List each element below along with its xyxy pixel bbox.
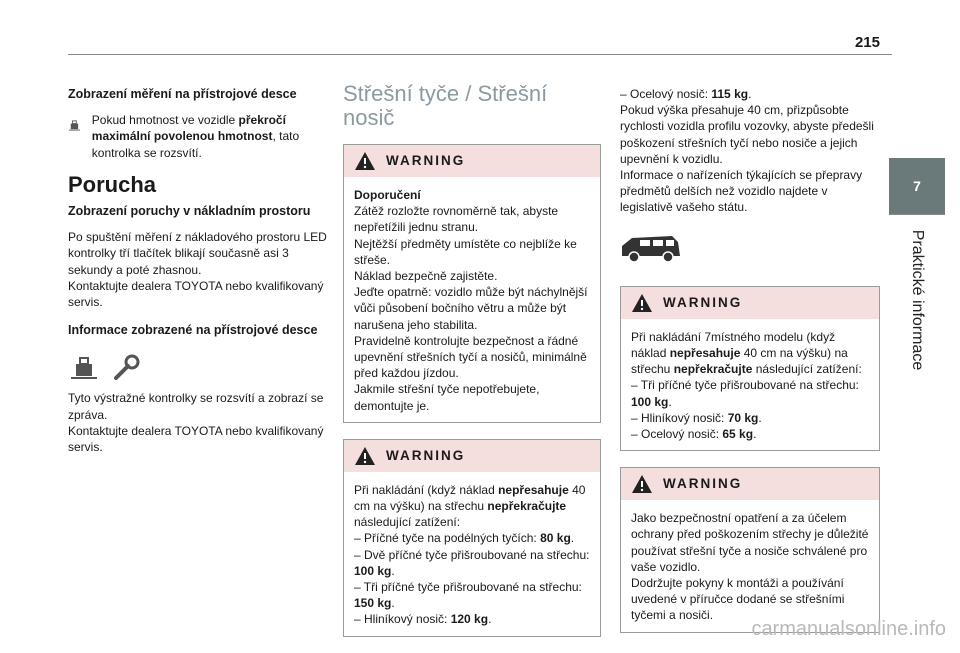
page-number: 215 xyxy=(854,34,880,51)
weight-icon xyxy=(68,354,100,380)
chapter-divider xyxy=(889,214,945,215)
list-item: – Dvě příčné tyče přišroubované na střechu: 100 kg. xyxy=(354,547,590,578)
warning-text: Jako bezpečnostní opatření a za účelem ochrany před poškozením střechy je důležité používat střešní tyče a nosiče schválené pro vaše vozidlo. Dodržujte pokyny k montáži a používání uvedené v příručce dodané se střešními tyčemi a nosiči. xyxy=(631,511,869,623)
heading-dashboard-measure: Zobrazení měření na přístrojové desce xyxy=(68,87,297,101)
text: Při nakládání (když náklad xyxy=(354,482,499,497)
warning-lead: Doporučení xyxy=(354,188,421,202)
steel-carrier-line: – Ocelový nosič: 115 kg. xyxy=(620,87,752,101)
warning-header xyxy=(621,287,879,319)
warning-icons xyxy=(68,354,330,380)
warning-triangle-icon xyxy=(354,151,376,171)
column-3 xyxy=(620,86,880,649)
section-title: Střešní tyče / Střešní nosič xyxy=(343,81,548,130)
column-1 xyxy=(68,86,330,455)
cargo-fault-text: Po spuštění měření z nákladového prostoru LED kontrolky tří tlačítek blikají současně asi 3 sekundy a poté zhasnou. Kontaktujte dealera TOYOTA nebo kvalifikovaný servis. xyxy=(68,230,327,310)
warning-header xyxy=(344,145,600,177)
warning-box-4 xyxy=(620,467,880,632)
warning-box-1 xyxy=(343,144,601,423)
overload-text-bold: překročí maximální povolenou hmotnost xyxy=(91,113,286,144)
list-item: – Hliníkový nosič: 70 kg. xyxy=(631,410,762,425)
list-item: – Tři příčné tyče přišroubované na střechu: 150 kg. xyxy=(354,580,582,611)
warning-text: Zátěž rozložte rovnoměrně tak, abyste nepřetížili jednu stranu. Nejtěžší předměty umístěte co nejblíže ke střeše. Náklad bezpečně zajistěte. Jeďte opatrně: vozidlo může být náchylnější vůči působení bočního větru a může být narušena jeho stabilita. Pravidelně kontrolujte bezpečnost a řádné upevnění střešních tyčí a nosičů, minimálně před každou jízdou. Jakmile střešní tyče nepotřebujete, demontujte je. xyxy=(354,204,588,413)
warning-body xyxy=(621,500,879,631)
warning-title: WARNING xyxy=(386,447,466,463)
warning-body xyxy=(344,472,600,636)
warning-triangle-icon xyxy=(631,293,653,313)
car-silhouette-icon xyxy=(620,232,682,264)
overload-text-2: , tato kontrolka se rozsvítí. xyxy=(91,129,300,160)
list-item: – Ocelový nosič: 65 kg. xyxy=(631,427,757,442)
warning-title: WARNING xyxy=(386,152,466,168)
text-bold: nepřesahuje xyxy=(498,482,569,497)
text: následující zatížení: xyxy=(354,515,461,530)
overload-text-1: Pokud hmotnost ve vozidle xyxy=(91,113,239,128)
heading-fault: Porucha xyxy=(68,171,157,197)
warning-title: WARNING xyxy=(663,476,743,492)
chapter-label: Praktické informace xyxy=(909,229,926,371)
warning-title: WARNING xyxy=(663,294,743,310)
heading-cargo-fault: Zobrazení poruchy v nákladním prostoru xyxy=(68,204,311,219)
warning-box-2 xyxy=(343,439,601,637)
wrench-icon xyxy=(110,354,142,380)
list-item: – Tři příčné tyče přišroubované na střechu: 100 kg. xyxy=(631,378,859,409)
heading-dashboard-info: Informace zobrazené na přístrojové desce xyxy=(68,323,318,338)
column-2 xyxy=(343,82,601,653)
dashboard-info-text: Tyto výstražné kontrolky se rozsvítí a zobrazí se zpráva. Kontaktujte dealera TOYOTA nebo kvalifikovaný servis. xyxy=(68,391,324,455)
text: 40 cm na výšku) na střechu xyxy=(354,482,586,514)
warning-header xyxy=(344,440,600,472)
header-divider xyxy=(68,54,892,55)
warning-body xyxy=(344,177,600,422)
watermark: carmanualsonline.info xyxy=(751,618,946,640)
chapter-tab[interactable]: 7 xyxy=(889,158,945,214)
text-bold: nepřekračujte xyxy=(487,499,567,514)
warning-triangle-icon xyxy=(631,474,653,494)
warning-body: Při nakládání 7místného modelu (když náklad nepřesahuje 40 cm na výšku) na střechu nepřekračujte následující zatížení: – Tři příčné tyče přišroubované na střechu: 100 kg. – Hliníkový nosič: 70 kg. – Ocelový nosič: 65 kg. xyxy=(621,319,879,450)
warning-header xyxy=(621,468,879,500)
warning-box-3 xyxy=(620,286,880,451)
height-info-text: Pokud výška přesahuje 40 cm, přizpůsobte rychlosti vozidla profilu vozovky, abyste předešli poškození střešních tyčí nebo nosiče a jejich upevnění k vozidlu. Informace o nařízeních týkajících se přepravy předmětů delších než vozidlo najdete v legislativě vašeho státu. xyxy=(620,103,874,215)
list-item: – Příčné tyče na podélných tyčích: 80 kg. xyxy=(354,531,575,546)
list-item: – Hliníkový nosič: 120 kg. xyxy=(354,612,492,627)
overload-paragraph xyxy=(68,112,330,161)
overload-warning-icon xyxy=(68,112,82,138)
warning-triangle-icon xyxy=(354,446,376,466)
